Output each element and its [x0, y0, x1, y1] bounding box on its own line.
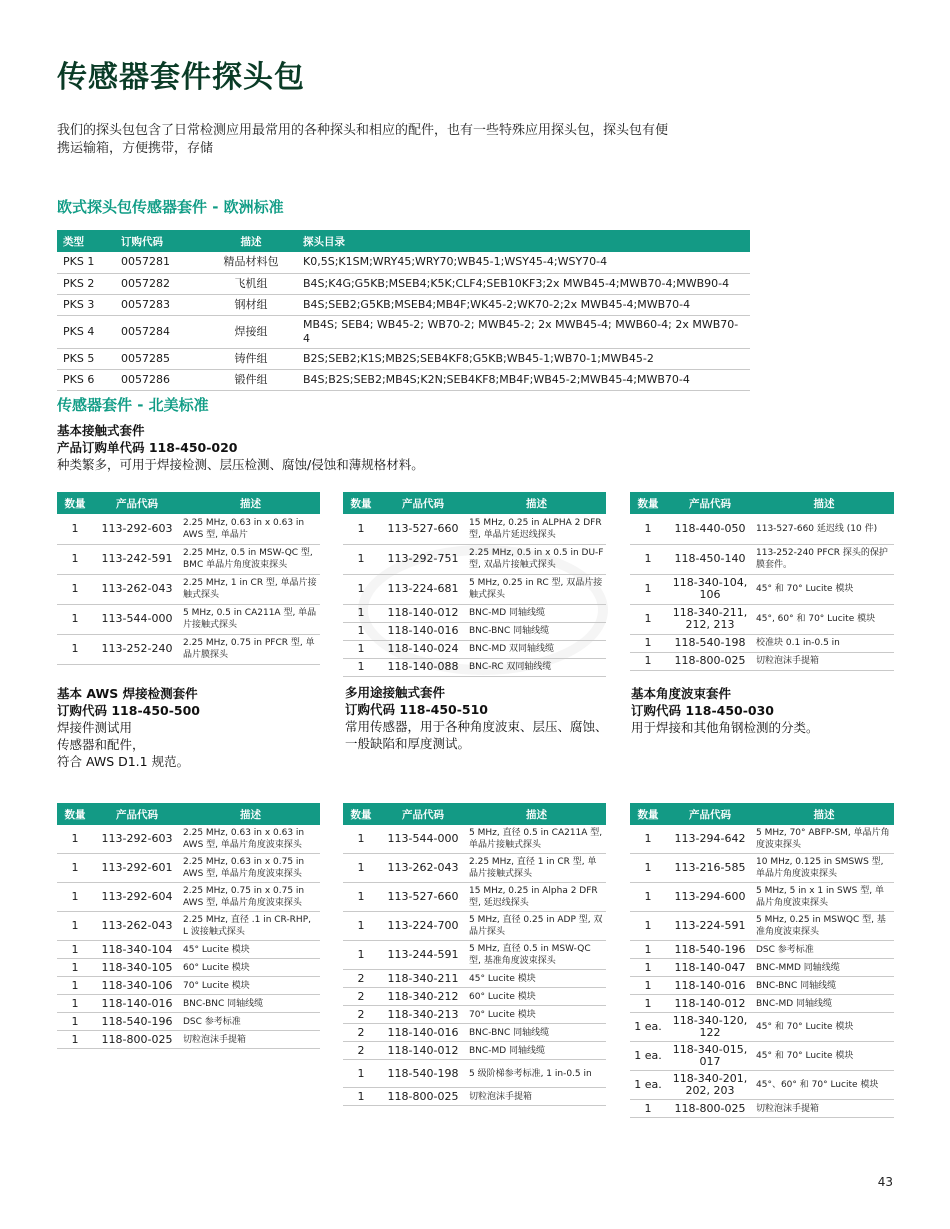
- table-row: [630, 634, 894, 652]
- table-row: [630, 959, 894, 977]
- cell-qty: 1 ea.: [630, 1071, 666, 1100]
- table-row: [57, 1013, 320, 1031]
- cell-product-code: 118-450-140: [666, 544, 754, 574]
- contact-kit-table-1: [57, 492, 320, 665]
- table-row: [57, 315, 750, 348]
- table-header-row: [57, 492, 320, 514]
- cell-qty: 2: [343, 988, 379, 1006]
- cell-description: 切粒泡沫手提箱: [181, 1031, 320, 1049]
- table-header-row: [57, 230, 750, 252]
- multi-kit-code: 订购代码 118-450-510: [345, 702, 489, 717]
- col-header-qty: 数量: [57, 803, 93, 825]
- cell-description: 2.25 MHz, 0.75 in x 0.75 in AWS 型, 单晶片角度波束探头: [181, 883, 320, 912]
- cell-qty: 1: [630, 1100, 666, 1118]
- cell-product-code: 118-340-104, 106: [666, 574, 754, 604]
- table-row: [57, 912, 320, 941]
- table-row: [343, 1024, 606, 1042]
- intro-paragraph: 我们的探头包包含了日常检测应用最常用的各种探头和相应的配件，也有一些特殊应用探头包，探头包有便携运输箱，方便携带，存储: [57, 123, 669, 156]
- table-row: [630, 941, 894, 959]
- cell-product-code: 118-340-015, 017: [666, 1042, 754, 1071]
- cell-qty: 1: [630, 977, 666, 995]
- cell-description: 钢材组: [205, 294, 297, 315]
- cell-product-code: 118-140-012: [666, 995, 754, 1013]
- cell-description: 45°, 60° 和 70° Lucite 模块: [754, 604, 894, 634]
- cell-product-code: 118-340-213: [379, 1006, 467, 1024]
- cell-qty: 1: [343, 640, 379, 658]
- cell-description: 70° Lucite 模块: [467, 1006, 606, 1024]
- cell-product-code: 113-216-585: [666, 854, 754, 883]
- cell-probe-list: MB4S; SEB4; WB45-2; WB70-2; MWB45-2; 2x MWB45-4; MWB60-4; 2x MWB70-4: [297, 315, 750, 348]
- table-row: [57, 959, 320, 977]
- col-header-qty: 数量: [57, 492, 93, 514]
- table-row: [343, 640, 606, 658]
- col-header-qty: 数量: [630, 803, 666, 825]
- cell-qty: 2: [343, 1024, 379, 1042]
- eu-section-heading: 欧式探头包传感器套件 - 欧洲标准: [57, 198, 284, 216]
- cell-type: PKS 2: [57, 273, 115, 294]
- cell-product-code: 118-340-211: [379, 970, 467, 988]
- table-header-row: [630, 803, 894, 825]
- cell-qty: 1: [57, 977, 93, 995]
- col-header-probe-list: 探头目录: [297, 230, 750, 252]
- table-row: [57, 604, 320, 634]
- cell-description: 2.25 MHz, 0.63 in x 0.75 in AWS 型, 单晶片角度波束探头: [181, 854, 320, 883]
- cell-description: BNC-MD 双同轴线缆: [467, 640, 606, 658]
- cell-description: 5 MHz, 直径 0.5 in CA211A 型, 单晶片接触式探头: [467, 825, 606, 854]
- col-header-qty: 数量: [630, 492, 666, 514]
- cell-description: 2.25 MHz, 0.63 in x 0.63 in AWS 型, 单晶片: [181, 514, 320, 544]
- cell-product-code: 113-544-000: [379, 825, 467, 854]
- cell-description: 45° 和 70° Lucite 模块: [754, 1013, 894, 1042]
- cell-qty: 2: [343, 970, 379, 988]
- contact-kit-table-3: [630, 492, 894, 671]
- cell-qty: 1: [57, 514, 93, 544]
- table-header-row: [343, 492, 606, 514]
- aws-kit-code: 订购代码 118-450-500: [57, 703, 201, 718]
- eu-kits-table: [57, 230, 750, 391]
- cell-product-code: 113-262-043: [93, 912, 181, 941]
- cell-order-code: 0057285: [115, 348, 205, 369]
- table-header-row: [343, 803, 606, 825]
- cell-qty: 1: [343, 941, 379, 970]
- table-row: [57, 544, 320, 574]
- table-row: [343, 883, 606, 912]
- table-row: [57, 348, 750, 369]
- cell-order-code: 0057282: [115, 273, 205, 294]
- table-row: [630, 854, 894, 883]
- table-row: [57, 574, 320, 604]
- aws-kit-table: [57, 803, 320, 1049]
- cell-description: 10 MHz, 0.125 in SMSWS 型, 单晶片角度波束探头: [754, 854, 894, 883]
- cell-order-code: 0057284: [115, 315, 205, 348]
- cell-description: BNC-MD 同轴线缆: [754, 995, 894, 1013]
- cell-order-code: 0057286: [115, 369, 205, 390]
- cell-qty: 1: [343, 514, 379, 544]
- cell-product-code: 118-340-212: [379, 988, 467, 1006]
- cell-qty: 1 ea.: [630, 1042, 666, 1071]
- cell-description: 113-252-240 PFCR 探头的保护膜套件。: [754, 544, 894, 574]
- aws-kit-desc-2: 传感器和配件，: [57, 737, 145, 752]
- aws-kit-block: [57, 685, 200, 770]
- cell-product-code: 118-540-198: [379, 1060, 467, 1088]
- cell-qty: 1: [57, 959, 93, 977]
- cell-qty: 1: [343, 544, 379, 574]
- cell-product-code: 118-540-196: [93, 1013, 181, 1031]
- col-header-product-code: 产品代码: [93, 492, 181, 514]
- col-header-description: 描述: [467, 803, 606, 825]
- cell-product-code: 118-440-050: [666, 514, 754, 544]
- cell-description: BNC-MD 同轴线缆: [467, 1042, 606, 1060]
- cell-qty: 1: [343, 825, 379, 854]
- table-row: [343, 658, 606, 676]
- cell-description: 15 MHz, 0.25 in Alpha 2 DFR 型, 延迟线探头: [467, 883, 606, 912]
- cell-product-code: 113-262-043: [93, 574, 181, 604]
- col-header-qty: 数量: [343, 803, 379, 825]
- table-row: [630, 883, 894, 912]
- cell-description: 切粒泡沫手提箱: [754, 652, 894, 670]
- table-row: [343, 1060, 606, 1088]
- col-header-description: 描述: [181, 492, 320, 514]
- cell-qty: 1: [57, 825, 93, 854]
- cell-qty: 1: [630, 995, 666, 1013]
- cell-product-code: 118-340-106: [93, 977, 181, 995]
- multi-kit-table: [343, 803, 606, 1106]
- cell-qty: 1: [57, 912, 93, 941]
- cell-qty: 1: [57, 604, 93, 634]
- angle-kit-desc-1: 用于焊接和其他角钢检测的分类。: [631, 720, 819, 735]
- cell-description: 5 MHz, 0.25 in RC 型, 双晶片接触式探头: [467, 574, 606, 604]
- cell-product-code: 113-224-591: [666, 912, 754, 941]
- cell-qty: 1: [630, 959, 666, 977]
- col-header-product-code: 产品代码: [666, 492, 754, 514]
- cell-description: 45° 和 70° Lucite 模块: [754, 574, 894, 604]
- cell-probe-list: K0,5S;K1SM;WRY45;WRY70;WB45-1;WSY45-4;WSY70-4: [297, 252, 750, 273]
- cell-product-code: 118-140-012: [379, 604, 467, 622]
- table-row: [57, 273, 750, 294]
- cell-qty: 1: [57, 1013, 93, 1031]
- contact-kit-title: 基本接触式套件: [57, 423, 145, 438]
- table-row: [57, 977, 320, 995]
- col-header-product-code: 产品代码: [379, 492, 467, 514]
- cell-product-code: 113-294-600: [666, 883, 754, 912]
- cell-description: BNC-BNC 同轴线缆: [181, 995, 320, 1013]
- table-header-row: [630, 492, 894, 514]
- cell-description: 切粒泡沫手提箱: [467, 1088, 606, 1106]
- cell-product-code: 118-140-016: [93, 995, 181, 1013]
- cell-probe-list: B4S;K4G;G5KB;MSEB4;K5K;CLF4;SEB10KF3;2x MWB45-4;MWB70-4;MWB90-4: [297, 273, 750, 294]
- cell-description: 2.25 MHz, 0.75 in PFCR 型, 单晶片膜探头: [181, 634, 320, 664]
- cell-qty: 1: [57, 883, 93, 912]
- contact-kit-block: [57, 422, 424, 473]
- cell-order-code: 0057283: [115, 294, 205, 315]
- table-row: [343, 622, 606, 640]
- table-row: [343, 912, 606, 941]
- col-header-description: 描述: [181, 803, 320, 825]
- cell-description: 45° Lucite 模块: [181, 941, 320, 959]
- cell-probe-list: B2S;SEB2;K1S;MB2S;SEB4KF8;G5KB;WB45-1;WB70-1;MWB45-2: [297, 348, 750, 369]
- cell-product-code: 118-140-016: [379, 622, 467, 640]
- cell-description: 2.25 MHz, 0.63 in x 0.63 in AWS 型, 单晶片角度波束探头: [181, 825, 320, 854]
- cell-product-code: 113-292-601: [93, 854, 181, 883]
- contact-kit-code: 产品订购单代码 118-450-020: [57, 440, 238, 455]
- col-header-order-code: 订购代码: [115, 230, 205, 252]
- cell-qty: 1: [630, 854, 666, 883]
- cell-description: 2.25 MHz, 1 in CR 型, 单晶片接触式探头: [181, 574, 320, 604]
- multi-kit-block: [345, 684, 608, 752]
- angle-kit-title: 基本角度波束套件: [631, 686, 732, 701]
- table-header-row: [57, 803, 320, 825]
- table-row: [57, 883, 320, 912]
- cell-product-code: 118-340-201, 202, 203: [666, 1071, 754, 1100]
- angle-kit-block: [631, 685, 819, 736]
- cell-description: DSC 参考标准: [181, 1013, 320, 1031]
- multi-kit-desc-1: 常用传感器，用于各种角度波束、层压、腐蚀、: [345, 719, 608, 734]
- cell-description: 铸件组: [205, 348, 297, 369]
- table-row: [630, 604, 894, 634]
- col-header-product-code: 产品代码: [379, 803, 467, 825]
- contact-kit-table-2: [343, 492, 606, 677]
- table-row: [57, 252, 750, 273]
- cell-qty: 1: [630, 544, 666, 574]
- cell-description: 15 MHz, 0.25 in ALPHA 2 DFR 型, 单晶片延迟线探头: [467, 514, 606, 544]
- table-row: [630, 652, 894, 670]
- table-row: [343, 574, 606, 604]
- cell-description: BNC-BNC 同轴线缆: [467, 1024, 606, 1042]
- cell-qty: 1: [57, 1031, 93, 1049]
- table-row: [630, 825, 894, 854]
- cell-product-code: 113-527-660: [379, 514, 467, 544]
- cell-product-code: 113-224-700: [379, 912, 467, 941]
- aws-kit-title: 基本 AWS 焊接检测套件: [57, 686, 198, 701]
- table-row: [630, 995, 894, 1013]
- cell-qty: 1: [57, 574, 93, 604]
- page-title: 传感器套件探头包: [57, 60, 305, 95]
- cell-product-code: 118-140-088: [379, 658, 467, 676]
- table-row: [57, 1031, 320, 1049]
- cell-qty: 1: [630, 912, 666, 941]
- cell-qty: 1: [57, 995, 93, 1013]
- table-row: [630, 1013, 894, 1042]
- table-row: [343, 970, 606, 988]
- cell-description: 5 MHz, 5 in x 1 in SWS 型, 单晶片角度波束探头: [754, 883, 894, 912]
- cell-description: 45°、60° 和 70° Lucite 模块: [754, 1071, 894, 1100]
- cell-qty: 1: [343, 883, 379, 912]
- cell-description: 60° Lucite 模块: [467, 988, 606, 1006]
- cell-product-code: 118-140-024: [379, 640, 467, 658]
- cell-description: 45° 和 70° Lucite 模块: [754, 1042, 894, 1071]
- cell-description: 5 MHz, 直径 0.5 in MSW-QC 型, 基准角度波束探头: [467, 941, 606, 970]
- page-number: 43: [877, 1175, 893, 1189]
- cell-description: 2.25 MHz, 0.5 in x 0.5 in DU-F 型, 双晶片接触式探头: [467, 544, 606, 574]
- col-header-product-code: 产品代码: [666, 803, 754, 825]
- cell-product-code: 113-292-604: [93, 883, 181, 912]
- table-row: [343, 988, 606, 1006]
- cell-description: 5 MHz, 0.25 in MSWQC 型, 基准角度波束探头: [754, 912, 894, 941]
- cell-qty: 1: [343, 912, 379, 941]
- table-row: [630, 544, 894, 574]
- cell-description: BNC-MD 同轴线缆: [467, 604, 606, 622]
- col-header-description: 描述: [754, 803, 894, 825]
- cell-qty: 1: [343, 604, 379, 622]
- cell-product-code: 118-340-105: [93, 959, 181, 977]
- cell-qty: 1: [343, 854, 379, 883]
- cell-description: 70° Lucite 模块: [181, 977, 320, 995]
- cell-product-code: 118-340-120, 122: [666, 1013, 754, 1042]
- cell-description: 2.25 MHz, 0.5 in MSW-QC 型, BMC 单晶片角度波束探头: [181, 544, 320, 574]
- cell-product-code: 113-527-660: [379, 883, 467, 912]
- cell-description: 5 MHz, 70° ABFP-SM, 单晶片角度波束探头: [754, 825, 894, 854]
- cell-description: 飞机组: [205, 273, 297, 294]
- table-row: [343, 854, 606, 883]
- cell-type: PKS 6: [57, 369, 115, 390]
- cell-product-code: 118-140-016: [666, 977, 754, 995]
- cell-product-code: 118-340-104: [93, 941, 181, 959]
- na-section-heading: 传感器套件 - 北美标准: [57, 396, 209, 414]
- cell-description: 2.25 MHz, 直径 .1 in CR-RHP, L 波接触式探头: [181, 912, 320, 941]
- cell-qty: 1: [630, 883, 666, 912]
- cell-description: 锻件组: [205, 369, 297, 390]
- table-row: [57, 634, 320, 664]
- cell-qty: 2: [343, 1042, 379, 1060]
- cell-type: PKS 4: [57, 315, 115, 348]
- col-header-description: 描述: [754, 492, 894, 514]
- cell-product-code: 118-540-198: [666, 634, 754, 652]
- cell-product-code: 113-292-603: [93, 825, 181, 854]
- cell-qty: 2: [343, 1006, 379, 1024]
- col-header-description: 描述: [205, 230, 297, 252]
- table-row: [630, 1042, 894, 1071]
- cell-probe-list: B4S;SEB2;G5KB;MSEB4;MB4F;WK45-2;WK70-2;2x MWB45-4;MWB70-4: [297, 294, 750, 315]
- table-row: [343, 604, 606, 622]
- angle-kit-table: [630, 803, 894, 1118]
- col-header-qty: 数量: [343, 492, 379, 514]
- cell-qty: 1: [343, 574, 379, 604]
- cell-description: 5 级阶梯参考标准, 1 in-0.5 in: [467, 1060, 606, 1088]
- cell-description: BNC-RC 双同轴线缆: [467, 658, 606, 676]
- cell-product-code: 118-540-196: [666, 941, 754, 959]
- cell-qty: 1: [57, 634, 93, 664]
- cell-qty: 1: [630, 574, 666, 604]
- cell-product-code: 118-140-012: [379, 1042, 467, 1060]
- cell-type: PKS 3: [57, 294, 115, 315]
- table-row: [343, 825, 606, 854]
- cell-qty: 1: [630, 825, 666, 854]
- cell-description: DSC 参考标准: [754, 941, 894, 959]
- cell-probe-list: B4S;B2S;SEB2;MB4S;K2N;SEB4KF8;MB4F;WB45-2;MWB45-4;MWB70-4: [297, 369, 750, 390]
- cell-type: PKS 5: [57, 348, 115, 369]
- cell-description: 60° Lucite 模块: [181, 959, 320, 977]
- contact-kit-desc: 种类繁多，可用于焊接检测、层压检测、腐蚀/侵蚀和薄规格材料。: [57, 457, 424, 472]
- cell-product-code: 113-244-591: [379, 941, 467, 970]
- cell-qty: 1: [630, 604, 666, 634]
- aws-kit-desc-1: 焊接件测试用: [57, 720, 133, 735]
- cell-qty: 1: [343, 1088, 379, 1106]
- cell-product-code: 113-292-751: [379, 544, 467, 574]
- cell-qty: 1: [343, 1060, 379, 1088]
- angle-kit-code: 订购代码 118-450-030: [631, 703, 775, 718]
- cell-description: BNC-BNC 同轴线缆: [467, 622, 606, 640]
- multi-kit-desc-2: 一般缺陷和厚度测试。: [345, 736, 471, 751]
- cell-qty: 1: [57, 941, 93, 959]
- cell-qty: 1: [630, 634, 666, 652]
- cell-product-code: 118-800-025: [666, 1100, 754, 1118]
- table-row: [57, 941, 320, 959]
- cell-description: BNC-BNC 同轴线缆: [754, 977, 894, 995]
- table-row: [630, 1100, 894, 1118]
- cell-product-code: 113-224-681: [379, 574, 467, 604]
- cell-description: 切粒泡沫手提箱: [754, 1100, 894, 1118]
- table-row: [57, 995, 320, 1013]
- aws-kit-desc-3: 符合 AWS D1.1 规范。: [57, 754, 190, 769]
- col-header-description: 描述: [467, 492, 606, 514]
- table-row: [57, 514, 320, 544]
- cell-description: 焊接组: [205, 315, 297, 348]
- cell-qty: 1 ea.: [630, 1013, 666, 1042]
- cell-product-code: 118-140-016: [379, 1024, 467, 1042]
- table-row: [343, 544, 606, 574]
- cell-order-code: 0057281: [115, 252, 205, 273]
- cell-product-code: 118-800-025: [379, 1088, 467, 1106]
- cell-product-code: 118-800-025: [93, 1031, 181, 1049]
- cell-product-code: 113-292-603: [93, 514, 181, 544]
- cell-description: 5 MHz, 0.5 in CA211A 型, 单晶片接触式探头: [181, 604, 320, 634]
- cell-product-code: 113-544-000: [93, 604, 181, 634]
- cell-qty: 1: [57, 854, 93, 883]
- cell-product-code: 113-252-240: [93, 634, 181, 664]
- cell-description: 45° Lucite 模块: [467, 970, 606, 988]
- cell-product-code: 113-262-043: [379, 854, 467, 883]
- cell-qty: 1: [630, 941, 666, 959]
- cell-product-code: 118-140-047: [666, 959, 754, 977]
- cell-description: BNC-MMD 同轴线缆: [754, 959, 894, 977]
- cell-qty: 1: [343, 622, 379, 640]
- table-row: [630, 514, 894, 544]
- cell-qty: 1: [343, 658, 379, 676]
- table-row: [57, 825, 320, 854]
- cell-qty: 1: [630, 514, 666, 544]
- table-row: [57, 369, 750, 390]
- cell-product-code: 118-800-025: [666, 652, 754, 670]
- cell-product-code: 113-294-642: [666, 825, 754, 854]
- cell-product-code: 113-242-591: [93, 544, 181, 574]
- table-row: [630, 912, 894, 941]
- table-row: [57, 294, 750, 315]
- table-row: [343, 1088, 606, 1106]
- cell-qty: 1: [630, 652, 666, 670]
- col-header-product-code: 产品代码: [93, 803, 181, 825]
- table-row: [630, 977, 894, 995]
- table-row: [630, 1071, 894, 1100]
- table-row: [343, 1006, 606, 1024]
- cell-description: 精品材料包: [205, 252, 297, 273]
- col-header-type: 类型: [57, 230, 115, 252]
- cell-description: 校准块 0.1 in-0.5 in: [754, 634, 894, 652]
- cell-qty: 1: [57, 544, 93, 574]
- cell-description: 2.25 MHz, 直径 1 in CR 型, 单晶片接触式探头: [467, 854, 606, 883]
- table-row: [343, 1042, 606, 1060]
- cell-description: 5 MHz, 直径 0.25 in ADP 型, 双晶片探头: [467, 912, 606, 941]
- cell-description: 113-527-660 延迟线 (10 件): [754, 514, 894, 544]
- cell-product-code: 118-340-211, 212, 213: [666, 604, 754, 634]
- table-row: [343, 514, 606, 544]
- table-row: [343, 941, 606, 970]
- cell-type: PKS 1: [57, 252, 115, 273]
- table-row: [57, 854, 320, 883]
- multi-kit-title: 多用途接触式套件: [345, 685, 446, 700]
- table-row: [630, 574, 894, 604]
